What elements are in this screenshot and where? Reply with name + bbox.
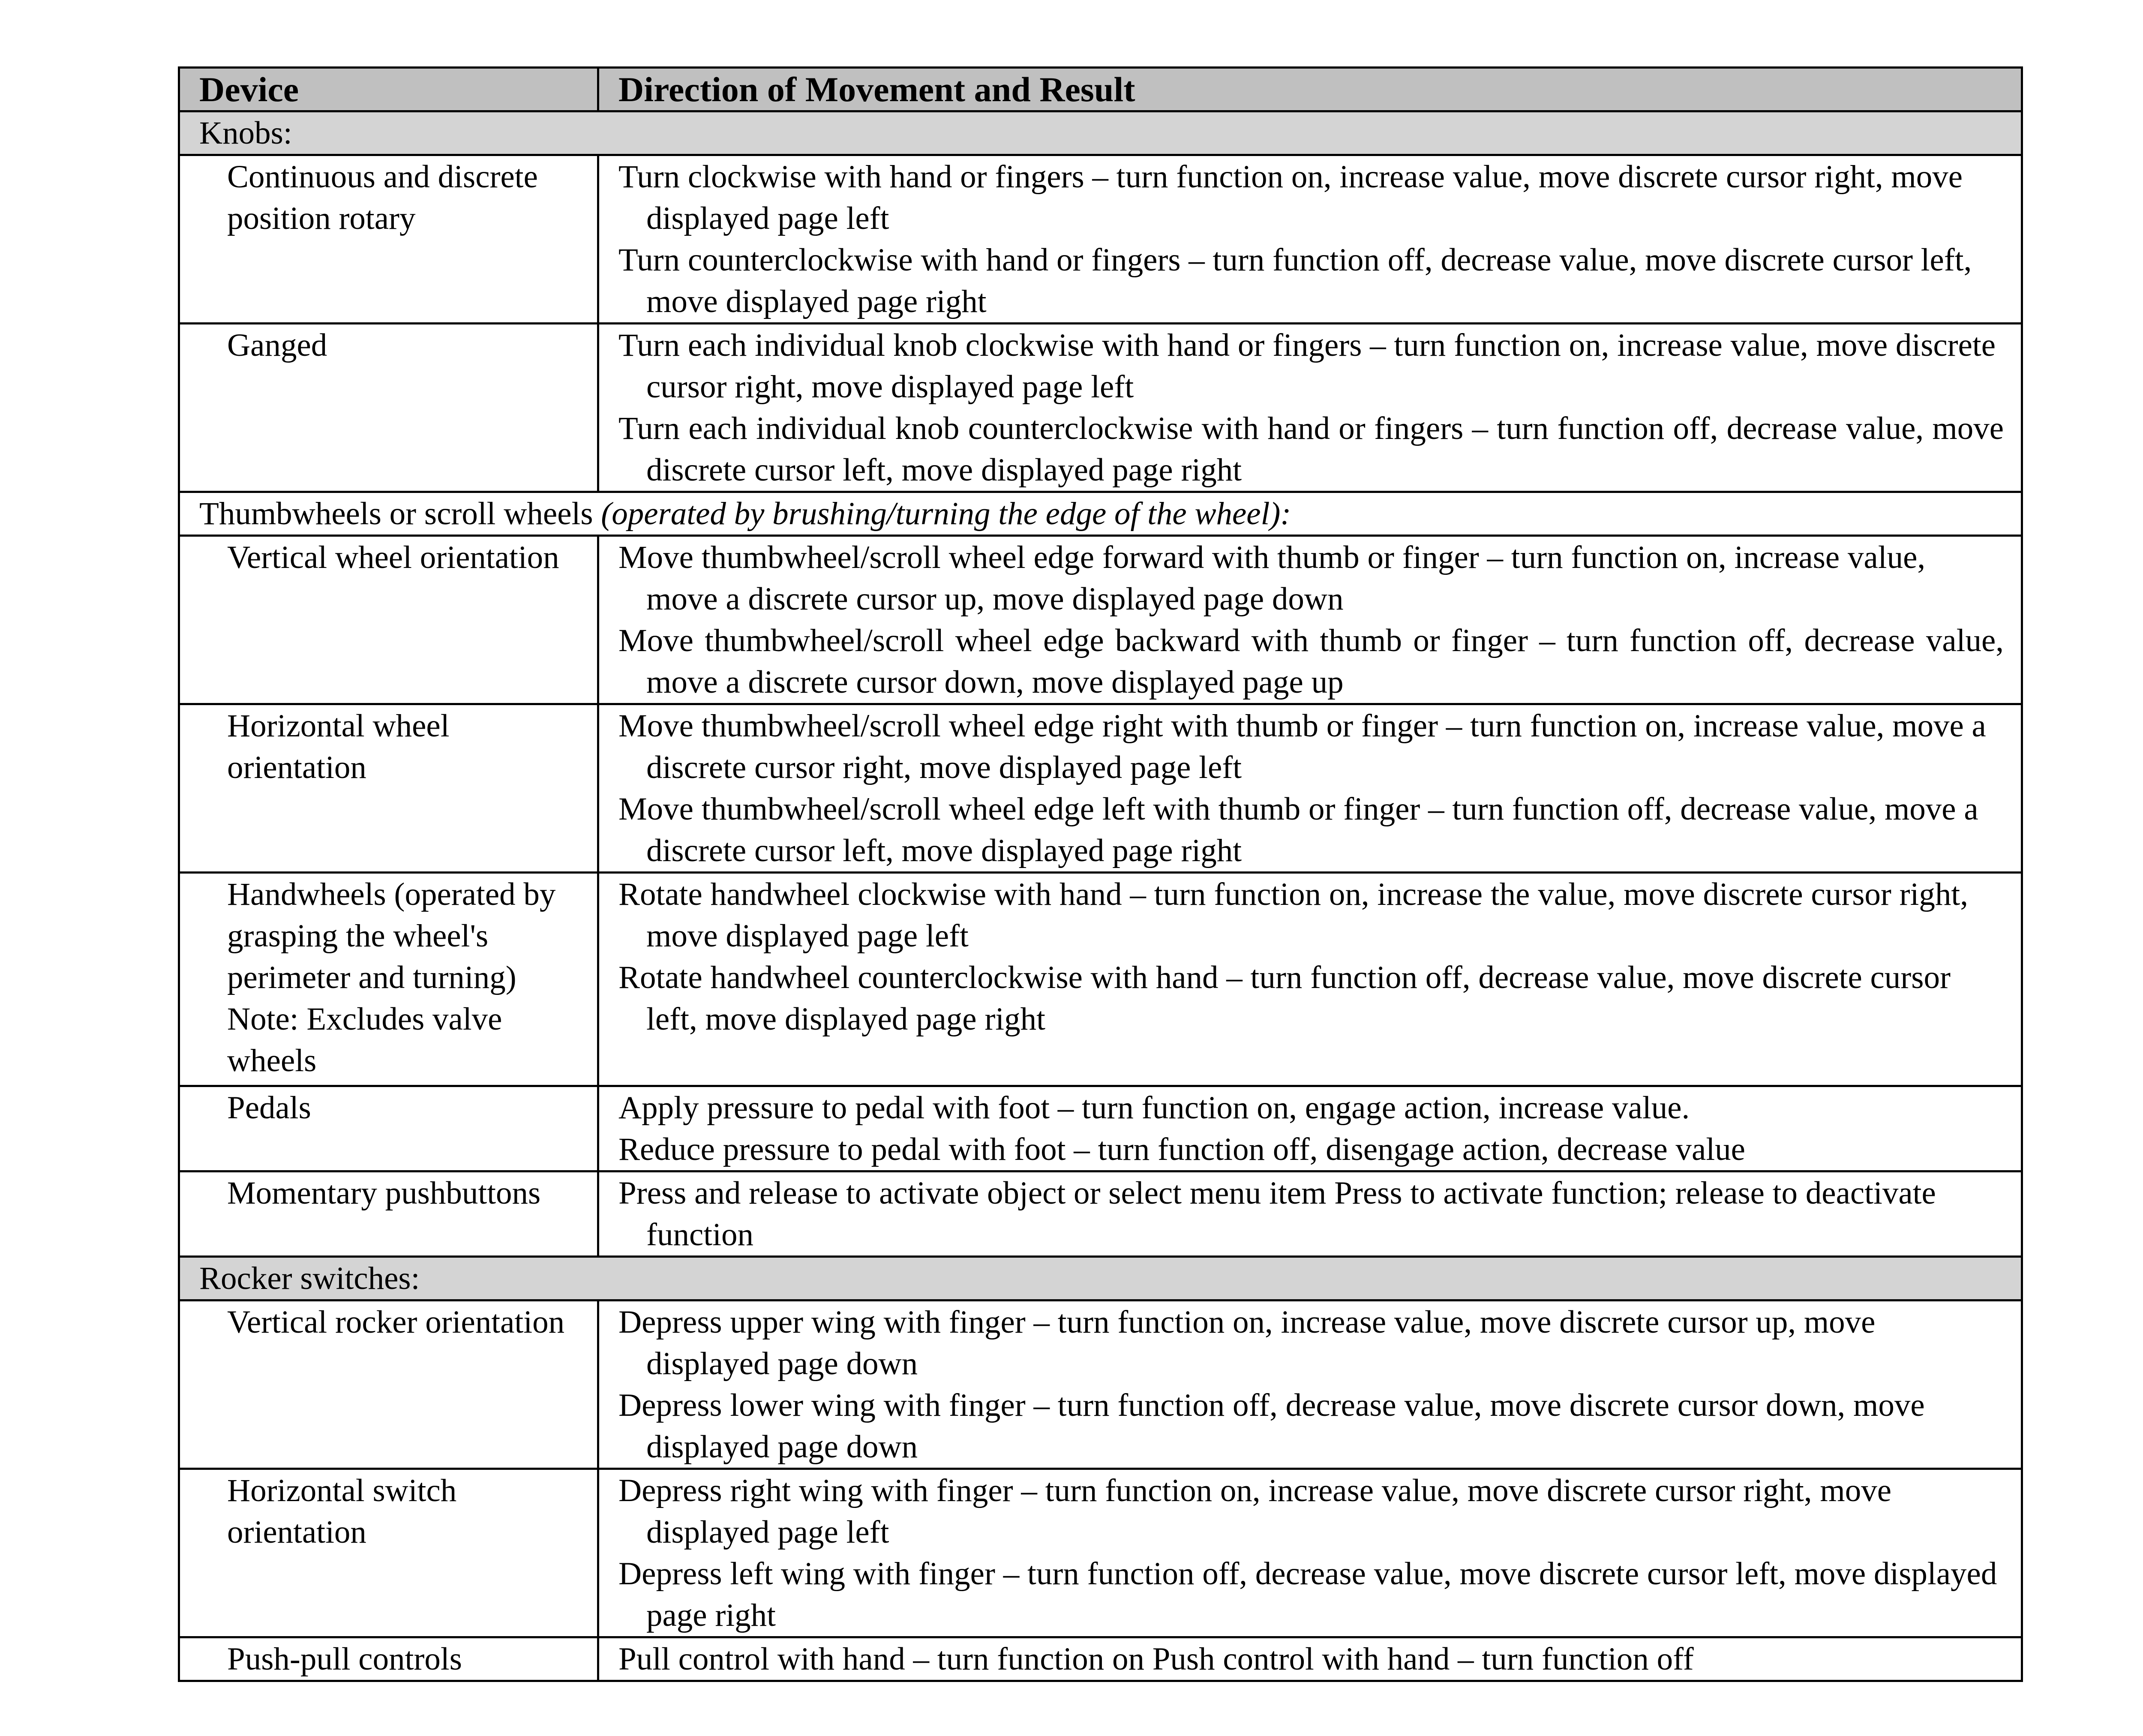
table-row <box>179 1469 2022 1637</box>
table-row <box>179 1637 2022 1681</box>
direction-cell <box>598 1637 2022 1681</box>
header-direction: Direction of Movement and Result <box>598 68 2022 111</box>
table-row <box>179 704 2022 873</box>
direction-cell <box>598 704 2022 873</box>
group-note-thumbwheels: (operated by brushing/turning the edge of the wheel): <box>601 496 1291 532</box>
device-cell: Continuous and discrete position rotary <box>179 155 598 324</box>
device-note: Note: Excludes valve wheels <box>227 1001 502 1078</box>
direction-item: Depress left wing with finger – turn function off, decrease value, move discrete cursor left, move displayed page right <box>618 1556 1997 1633</box>
group-title-rocker: Rocker switches: <box>179 1257 2022 1300</box>
direction-item: Move thumbwheel/scroll wheel edge backward with thumb or finger – turn function off, decrease value, move a discrete cursor down, move displayed page up <box>618 623 2004 700</box>
direction-cell <box>598 324 2022 492</box>
device-cell: Push-pull controls <box>179 1637 598 1681</box>
table-row <box>179 1086 2022 1171</box>
device-cell: Vertical wheel orientation <box>179 536 598 704</box>
device-cell: Horizontal switch orientation <box>179 1469 598 1637</box>
direction-item: Move thumbwheel/scroll wheel edge left with thumb or finger – turn function off, decrease value, move a discrete cursor left, move displayed page right <box>618 791 1978 868</box>
direction-item: Turn each individual knob counterclockwise with hand or fingers – turn function off, decrease value, move discrete cursor left, move displayed page right <box>618 411 2004 488</box>
group-row-knobs <box>179 111 2022 155</box>
direction-cell <box>598 1300 2022 1469</box>
device-cell: Ganged <box>179 324 598 492</box>
table-row <box>179 1300 2022 1469</box>
direction-item: Move thumbwheel/scroll wheel edge forward with thumb or finger – turn function on, increase value, move a discrete cursor up, move displayed page down <box>618 540 1926 617</box>
header-device: Device <box>179 68 598 111</box>
direction-item: Pull control with hand – turn function on Push control with hand – turn function off <box>618 1641 1694 1677</box>
table-row <box>179 873 2022 1086</box>
direction-cell <box>598 873 2022 1086</box>
device-cell: Momentary pushbuttons <box>179 1171 598 1257</box>
direction-cell <box>598 536 2022 704</box>
direction-item: Rotate handwheel clockwise with hand – turn function on, increase the value, move discrete cursor right, move displayed page left <box>618 877 1969 954</box>
direction-item: Apply pressure to pedal with foot – turn function on, engage action, increase value. <box>618 1090 1690 1126</box>
group-title-knobs: Knobs: <box>179 111 2022 155</box>
table-header-row <box>179 68 2022 111</box>
device-label: Handwheels (operated by grasping the wheel's perimeter and turning) <box>227 877 556 995</box>
direction-item: Depress upper wing with finger – turn function on, increase value, move discrete cursor up, move displayed page down <box>618 1304 1876 1382</box>
controls-direction-table <box>178 66 2023 1682</box>
table-row <box>179 155 2022 324</box>
table-row <box>179 324 2022 492</box>
device-cell: Horizontal wheel orientation <box>179 704 598 873</box>
table-row <box>179 1171 2022 1257</box>
group-title-thumbwheels-cell <box>179 492 2022 536</box>
direction-item: Turn each individual knob clockwise with hand or fingers – turn function on, increase value, move discrete cursor right, move displayed page left <box>618 327 1996 405</box>
direction-item: Turn clockwise with hand or fingers – turn function on, increase value, move discrete cursor right, move displayed page left <box>618 159 1963 236</box>
direction-item: Move thumbwheel/scroll wheel edge right with thumb or finger – turn function on, increase value, move a discrete cursor right, move displayed page left <box>618 708 1986 785</box>
direction-item: Rotate handwheel counterclockwise with hand – turn function off, decrease value, move discrete cursor left, move displayed page right <box>618 960 1951 1037</box>
direction-item: Reduce pressure to pedal with foot – turn function off, disengage action, decrease value <box>618 1132 1745 1167</box>
device-cell: Vertical rocker orientation <box>179 1300 598 1469</box>
group-row-rocker <box>179 1257 2022 1300</box>
group-row-thumbwheels <box>179 492 2022 536</box>
table-row <box>179 536 2022 704</box>
direction-item: Press and release to activate object or select menu item Press to activate function; release to deactivate function <box>618 1175 1936 1252</box>
device-cell: Pedals <box>179 1086 598 1171</box>
direction-cell <box>598 155 2022 324</box>
direction-cell <box>598 1086 2022 1171</box>
direction-cell <box>598 1171 2022 1257</box>
group-title-thumbwheels: Thumbwheels or scroll wheels <box>199 496 593 532</box>
device-cell <box>179 873 598 1086</box>
direction-item: Depress right wing with finger – turn function on, increase value, move discrete cursor right, move displayed page left <box>618 1473 1892 1550</box>
direction-item: Turn counterclockwise with hand or fingers – turn function off, decrease value, move discrete cursor left, move displayed page right <box>618 242 1972 319</box>
direction-item: Depress lower wing with finger – turn function off, decrease value, move discrete cursor down, move displayed page down <box>618 1388 1925 1465</box>
direction-cell <box>598 1469 2022 1637</box>
